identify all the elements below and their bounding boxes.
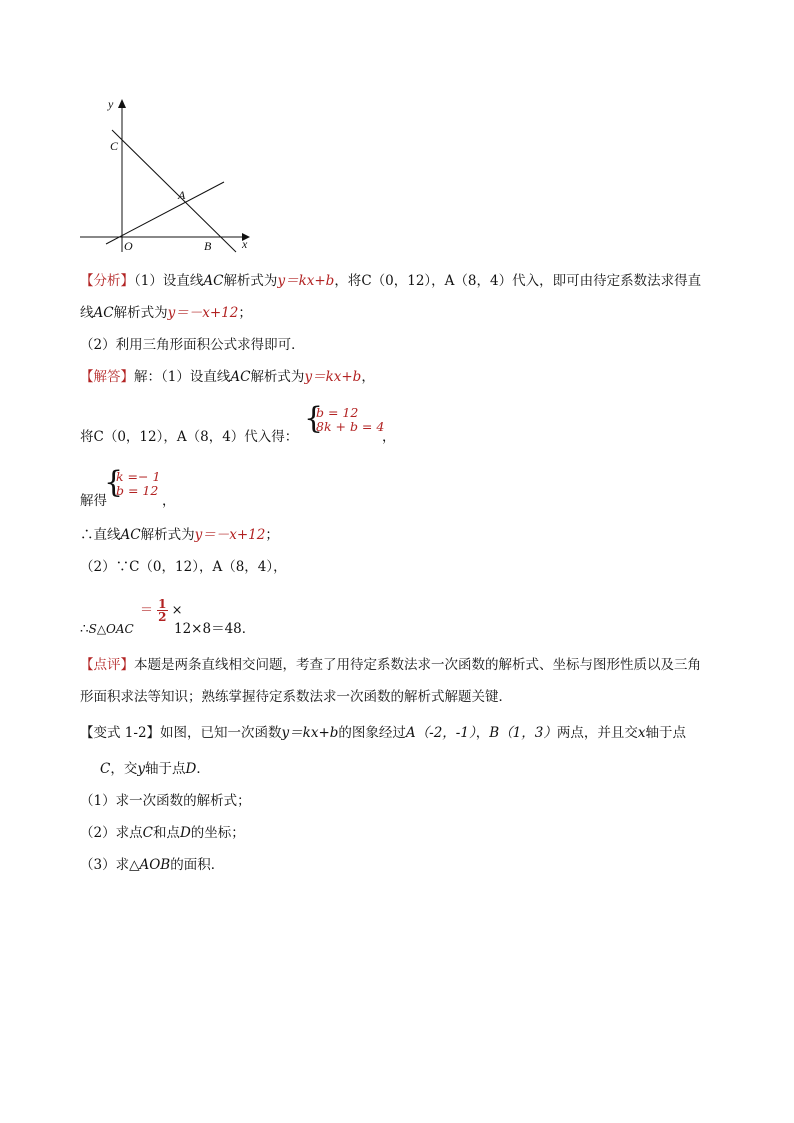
system-1: b = 12 8k + b = 4	[316, 405, 385, 434]
comment-tag: 【点评】	[80, 657, 134, 673]
label-o: O	[124, 239, 133, 253]
solution-line-1: 【解答】解：（1）设直线AC解析式为y＝kx+b，	[80, 369, 375, 385]
therefore-line: ∴直线AC解析式为y＝－x+12；	[80, 527, 279, 543]
variant-line-2: C，交y轴于点D．	[100, 761, 210, 777]
solve-label: 解得	[80, 493, 107, 509]
system-2: k =− 1 b = 12	[116, 469, 161, 498]
variant-q1: （1）求一次函数的解析式；	[80, 793, 251, 809]
system-1-comma: ，	[382, 429, 396, 445]
comment-line-2: 形面积求法等知识；熟练掌握待定系数法求一次函数的解析式解题关键．	[80, 689, 512, 705]
variant-q2: （2）求点C和点D的坐标；	[80, 825, 245, 841]
system-2-comma: ，	[162, 493, 176, 509]
area-prefix: ∴S△OAC	[80, 621, 134, 637]
variant-q3: （3）求△AOB的面积．	[80, 857, 225, 873]
label-c: C	[110, 139, 119, 153]
analysis-tag: 【分析】	[80, 273, 134, 289]
comment-line-1: 【点评】本题是两条直线相交问题，考查了用待定系数法求一次函数的解析式、坐标与图形性质以及三角	[80, 657, 701, 673]
line-oa	[106, 182, 224, 244]
system-2-brace: {	[104, 465, 124, 500]
solution-tag: 【解答】	[80, 369, 134, 385]
area-fraction: ＝ $\frac{1}{2}$ ×	[140, 597, 183, 624]
line-cb	[112, 130, 236, 252]
coordinate-figure	[70, 92, 270, 262]
analysis-line-3: （2）利用三角形面积公式求得即可．	[80, 337, 305, 353]
analysis-line-2: 线AC解析式为y＝－x+12；	[80, 305, 252, 321]
system-1-brace: {	[304, 401, 324, 436]
solution-substitute: 将C（0，12），A（8，4）代入得：	[80, 429, 299, 445]
analysis-line-1: 【分析】（1）设直线AC解析式为y＝kx+b，将C（0，12），A（8，4）代入，即可由待定系数法求得直	[80, 273, 702, 289]
label-y: y	[108, 97, 114, 111]
label-x: x	[242, 237, 248, 251]
label-a: A	[178, 188, 186, 202]
part2-line: （2）∵C（0，12），A（8，4），	[80, 559, 287, 575]
area-rest: 12×8＝48．	[174, 621, 256, 637]
y-axis-arrow	[118, 99, 126, 108]
variant-tag: 【变式 1-2】	[80, 725, 161, 741]
label-b: B	[204, 239, 212, 253]
area-symbol: S△OAC	[88, 622, 134, 636]
variant-line-1: 【变式 1-2】如图，已知一次函数y＝kx+b的图象经过A（-2，-1），B（1，3）两点，并且交x轴于点	[80, 725, 686, 741]
